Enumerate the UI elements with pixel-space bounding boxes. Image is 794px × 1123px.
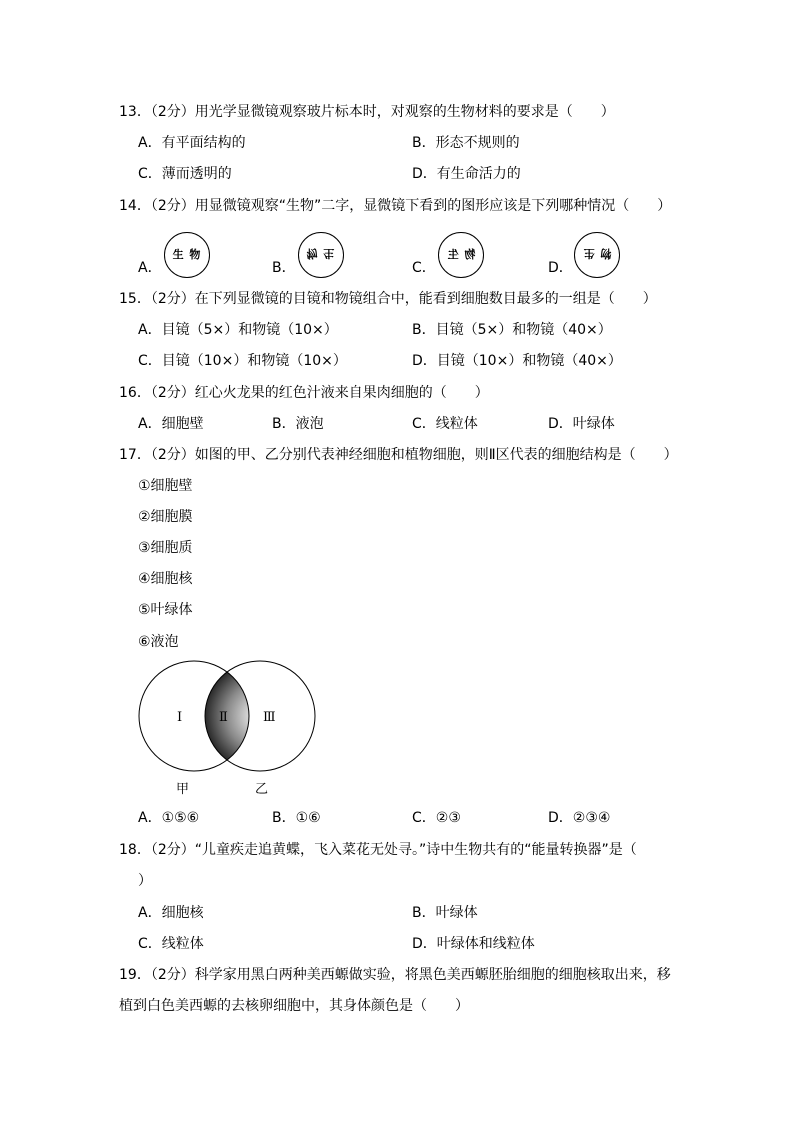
q16-option-d: D．叶绿体 — [548, 416, 615, 432]
q14-lens-text-b: 物 生 — [306, 247, 336, 260]
q17-item-2: ②细胞膜 — [138, 509, 193, 525]
q18-stem-line2: ） — [138, 873, 152, 889]
q17-item-3: ③细胞质 — [138, 540, 193, 556]
q17-item-5: ⑤叶绿体 — [138, 602, 193, 618]
q17-option-c: C．②③ — [412, 810, 461, 826]
q19-stem-line1: 19．（2分）科学家用黑白两种美西螈做实验，将黑色美西螈胚胎细胞的细胞核取出来，移 — [119, 967, 671, 983]
q13-option-b: B．形态不规则的 — [412, 135, 520, 151]
q18-option-b: B．叶绿体 — [412, 905, 478, 921]
q13-option-c: C．薄而透明的 — [138, 166, 232, 182]
q14-lens-text-c: 物 生 — [446, 248, 476, 261]
q14-option-b: B． — [272, 260, 296, 276]
q16-stem: 16．（2分）红心火龙果的红色汁液来自果肉细胞的（ ） — [119, 385, 489, 401]
venn-label-right: 乙 — [255, 782, 269, 797]
q14-option-a: A． — [138, 260, 162, 276]
q14-lens-image-a — [164, 232, 210, 278]
q13-option-a: A．有平面结构的 — [138, 135, 246, 151]
venn-label-left: 甲 — [176, 782, 190, 797]
q17-item-4: ④细胞核 — [138, 571, 193, 587]
q15-stem: 15．（2分）在下列显微镜的目镜和物镜组合中，能看到细胞数目最多的一组是（ ） — [119, 291, 657, 307]
q18-option-d: D．叶绿体和线粒体 — [412, 936, 535, 952]
q18-option-c: C．线粒体 — [138, 936, 204, 952]
q14-lens-text-a: 生 物 — [172, 248, 202, 261]
q15-option-b: B．目镜（5×）和物镜（40×） — [412, 322, 612, 338]
q14-option-d: D． — [548, 260, 573, 276]
q14-lens-image-b — [298, 232, 344, 278]
q13-stem: 13．（2分）用光学显微镜观察玻片标本时，对观察的生物材料的要求是（ ） — [119, 104, 615, 120]
q16-option-b: B．液泡 — [272, 416, 324, 432]
q14-stem: 14．（2分）用显微镜观察“生物”二字，显微镜下看到的图形应该是下列哪种情况（ ） — [119, 198, 672, 214]
q14-lens-image-c — [438, 232, 484, 278]
q17-item-6: ⑥液泡 — [138, 634, 179, 650]
q19-stem-line2: 植到白色美西螈的去核卵细胞中，其身体颜色是（ ） — [119, 998, 469, 1014]
venn-label-region1: Ⅰ — [177, 710, 183, 725]
q15-option-a: A．目镜（5×）和物镜（10×） — [138, 322, 338, 338]
q14-lens-text-d: 物 生 — [582, 247, 612, 260]
q18-option-a: A．细胞核 — [138, 905, 204, 921]
q15-option-d: D．目镜（10×）和物镜（40×） — [412, 353, 622, 369]
q17-option-b: B．①⑥ — [272, 810, 321, 826]
venn-label-region2: Ⅱ — [219, 710, 228, 725]
q17-option-a: A．①⑤⑥ — [138, 810, 200, 826]
q17-stem: 17．（2分）如图的甲、乙分别代表神经细胞和植物细胞，则Ⅱ区代表的细胞结构是（ ） — [119, 447, 678, 463]
q17-venn-diagram — [130, 660, 320, 800]
q13-option-d: D．有生命活力的 — [412, 166, 521, 182]
q16-option-a: A．细胞壁 — [138, 416, 204, 432]
venn-label-region3: Ⅲ — [263, 710, 276, 725]
q17-item-1: ①细胞壁 — [138, 478, 193, 494]
q16-option-c: C．线粒体 — [412, 416, 478, 432]
q14-option-c: C． — [412, 260, 436, 276]
q14-lens-image-d — [574, 232, 620, 278]
q15-option-c: C．目镜（10×）和物镜（10×） — [138, 353, 347, 369]
q17-option-d: D．②③④ — [548, 810, 611, 826]
q18-stem-line1: 18．（2分）“儿童疾走追黄蝶，飞入菜花无处寻。”诗中生物共有的“能量转换器”是（ — [119, 842, 637, 858]
